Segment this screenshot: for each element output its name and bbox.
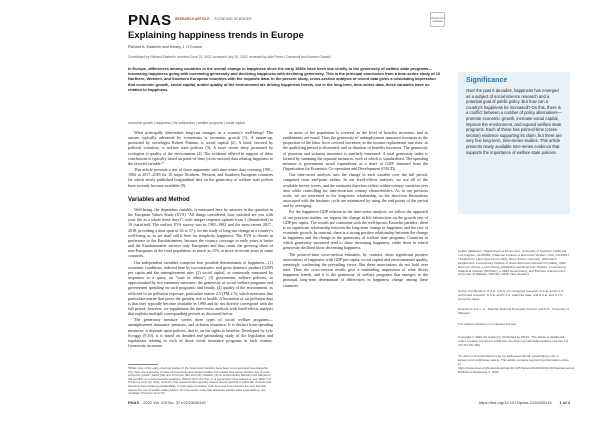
body-paragraph: Well-being, the dependent variable, is measured here by answers to the question in the European Values Study (EVS) "All things considered, how satisfied are you with your life as a whole these days?", with integer response options from 1 (dissatisfied) to 10 (satisfied). The earliest EVS survey was in 1981–1982 and the most recent 2017–2018, providing a time span of 36 to 37 y for the study of long-run change in a country's well-being or, as we shall call it here for simplicity, happiness. The EVS is chosen in preference to the Eurobarometer, because the country coverage in early years is better and the Eurobarometer surveys only Europeans and thus omits the growing share of non-Europeans in the total population, as much as 15% or more in recent years in some countries. <box>128 207 273 259</box>
page-number: 1 of 4 <box>559 400 570 405</box>
body-paragraph: Our time-series analysis uses the change in each variable over the full period, computed from end-point values. In our fixed-effects analysis, we use all of the available survey waves, and the estimates therefore reflect within-country variation over time while controlling for time-invariant country characteristics. As in our previous work, we are interested in the long-term relationship, so the short-run fluctuations associated with the business cycle are minimized by using the end points of the period and by averaging. <box>283 172 428 209</box>
correspondence-note[interactable]: ¹To whom correspondence may be addressed. Email: easterl@usc.edu or kelsey.oconnor@statec.etat.lu. This article contains supporting information online at https://www.pnas.org/lookup/suppl/doi:10.1073/pnas.2210639119/-/DCSupplemental. Published September 6, 2022. <box>458 354 575 374</box>
copyright-note: Copyright © 2022 the Author(s). Published by PNAS. This article is distributed under Creative Commons Attribution-NonCommercial-NoDerivatives License 4.0 (CC BY-NC-ND). <box>458 335 569 347</box>
body-column-left <box>128 207 273 349</box>
category-label[interactable]: ECONOMIC SCIENCES <box>214 17 252 21</box>
footnote: *While most of the early empirical studies of the happiness literature have been cross-sectional (see Easterlin (5)), there are a growing number of time-series and causal studies. For related time-series studies, see (1) and economic growth, Sacks (6a) and O'Connor (6b) and (4b); Welfare, (2) on social capital, Bartolini and Sarracino (8a and 8b); on environmental conditions, Welsch (8) is the first, or of generosity cross-reference, see Table 1 of O'Connor et al. (9). Note, however, that causal studies typically assess shorter periods in particular contexts and therefore have limited generalizability. In both types of studies, both time and cross-section are very few that assess the role of welfare state policies. On time-series study that assesses welfare state expenditures, see Jonathan O'Connor and (7b). <box>128 366 272 396</box>
author-contributions: Author contributions: R.A.E. and K.J.O. designed research; R.A.E. and K.J.O. performed research; R.A.E. and K.J.O. analyzed data; and R.A.E. and K.J.O. wrote the paper. <box>458 289 565 301</box>
reviewers-note: Reviewers: A.F.-i.-C., Spanish National Research Council; and A.O., University of Warwick. <box>458 307 569 315</box>
body-paragraph: The generosity measure covers three types of social welfare programs—unemployment insurance, pensions, and sickness insurance. It is distinct from spending measures; it depends upon policies, that is, on the rights to benefits. Developed by Lyle Scruggs (9,10), it is based on detailed and painstaking study of the legislation and regulations relating to each of these social insurance programs in each country. Generosity increases <box>128 317 273 349</box>
abstract: In Europe, differences among countries in the overall change in happiness since the early 1980s have been due chiefly to the generosity of welfare state programs—increasing happiness going with increasing generosity and declining happiness with declining generosity. This is the principal conclusion from a time-series study of 10 Northern, Western, and Southern European countries with the requisite data. In the present study, cross-section analysis of recent data gives a misleading impression that economic growth, social capital, and/or quality of the environment are driving happiness trends, but in the long-term, time-series data, these variables have no relation to happiness. <box>128 66 441 92</box>
body-column-right <box>283 130 428 289</box>
body-paragraph: What principally determines long-run changes in a country's well-being? The answer typically advanced by economists is economic growth (1). A runner-up, promoted by sociologist Robert Putnam, is social capital (2). A third, favored by political scientists, is welfare state policies (3). A more recent entry promoted by ecologists is quality of the environment (4). The evidence offered in support of these conclusions is typically based on point-of-time (cross-section) data relating happiness to the favored variable.* <box>128 130 273 166</box>
check-for-updates-badge[interactable]: Check for updates <box>430 12 445 27</box>
article-category: RESEARCH ARTICLE | ECONOMIC SCIENCES <box>175 17 252 21</box>
body-paragraph: For the happiness-GDP relation in the time-series analysis, we follow the approach of our previous studies; we regress the change in life satisfaction on the growth rate of GDP per capita. The results are consistent with the well-known Easterlin paradox: there is no significant relationship between the long-term change in happiness and the rate of economic growth. In contrast, there is a strong positive relationship between the change in happiness and the change in the generosity of welfare state programs. Countries in which generosity increased tend to show increasing happiness, while those in which generosity declined show decreasing happiness. <box>283 209 428 251</box>
significance-text: Over the past 5 decades, happiness has emerged as a subject of social science research and a potential goal of public policy. But how can a country's happiness be increased? On this, there is a conflict between a number of policy alternatives—promote economic growth, increase social capital, improve the environment, and expand welfare state programs. Each of these has point-of-time (cross-section) evidence supporting its claim, but there are very few long-term, time-series studies. This article presents newly available time-series evidence that supports the importance of welfare state policies. <box>466 88 562 155</box>
body-column-left-intro <box>128 130 273 189</box>
page-footer <box>128 400 570 405</box>
footer-journal: PNAS <box>128 400 140 405</box>
journal-logo[interactable]: PNAS <box>128 12 172 29</box>
section-heading: Variables and Method <box>128 197 190 203</box>
footer-citation: 2022 Vol. 119 No. 37 e2210639119 <box>143 400 206 405</box>
author-affiliations: Author affiliations: *Department of Economics, University of Southern California, Los Angeles, CA 90089; †National Institute of Economic Studies, USA, CA 92617; ‡Institute for Labor Economics (IZA), Bonn 53113, Germany; §Research Department, Luxembourg Institute of Socio-Economic Research (LISER), 4366 Esch-sur-Alzette, Luxembourg; ||Statistics and Economic Studies, Luxembourg Statistical Institute (STATEC), L-2920 Luxembourg; and ¶School of Economics, University of Waikato, Hamilton 3240, New Zealand <box>458 249 570 277</box>
footer-doi-link[interactable]: https://doi.org/10.1073/pnas.2210639119 <box>478 400 552 405</box>
keywords: economic growth | happiness | life satisfaction | welfare programs | social capital <box>128 121 245 125</box>
body-paragraph: Our independent variables comprise four possible determinants of happiness—(1) economic conditions, indexed here by two measures: real gross domestic product (GDP) per capita and the unemployment rate; (2) social capital, as commonly measured by responses to a query on "trust in others"; (3) government welfare policies, as approximated by two summary measures: the generosity of social welfare programs and government spending on such programs; and finally, (4) quality of the environment, as reflected in air pollution exposure, particulate matter 2.5 (PM 2.5), which measures fine particulate matter that poses the greatest risk to health. A limitation of air pollution data is that they typically become available in 1990 and do not directly correspond with the full period; however, we supplement the time-series analysis with fixed-effects analysis that exploits multiple corresponding periods as discussed below. <box>128 259 273 317</box>
author-list[interactable]: Richard A. Easterlin and Kelsey J. O'Connor <box>128 45 203 49</box>
article-type-label[interactable]: RESEARCH ARTICLE <box>175 17 210 21</box>
significance-box <box>458 72 570 214</box>
article-title: Explaining happiness trends in Europe <box>128 30 304 41</box>
footnote-divider <box>128 364 158 365</box>
contribution-line: Contributed by Richard Easterlin; received June 21, 2022; accepted July 29, 2022; reviewed by Ada Ferrer-i-Carbonell and Andrew Oswald <box>128 55 331 59</box>
body-paragraph: as more of the population is covered, as the level of benefits increases, and as entitlements are eased. Thus the generosity of unemployment insurance increases as the proportion of the labor force covered increases, as the income replacement rate rises, as the qualifying period is shortened, and as duration of benefits increases. The generosity of pensions and sickness insurance is similarly measured. A total generosity index is formed by summing the separate measures, each of which is standardized. The spending measure is government social expenditure as a share of GDP, obtained from the Organisation for Economic Co-operation and Development (OECD). <box>283 130 428 172</box>
body-paragraph: The point-of-time cross-section estimates, by contrast, show significant positive associations of happiness with GDP per capita, social capital and environmental quality, seemingly confirming the prevailing views. But these associations do not hold over time. Thus the cross-section results give a misleading impression of what drives happiness trends, and it is the generosity of welfare programs that emerges as the principal long-term determinant of differences in happiness change among these countries. <box>283 251 428 288</box>
competing-interest-note: The authors declare no competing interest. <box>458 322 517 326</box>
body-paragraph: This article presents a test of these arguments with time-series data covering 1981–1982 to 2017–2018 for 10 major Northern, Western, and Southern European countries for which newly published longitudinal data on the generosity of welfare state polices have recently become available (9). <box>128 167 273 188</box>
significance-heading: Significance <box>466 77 508 84</box>
